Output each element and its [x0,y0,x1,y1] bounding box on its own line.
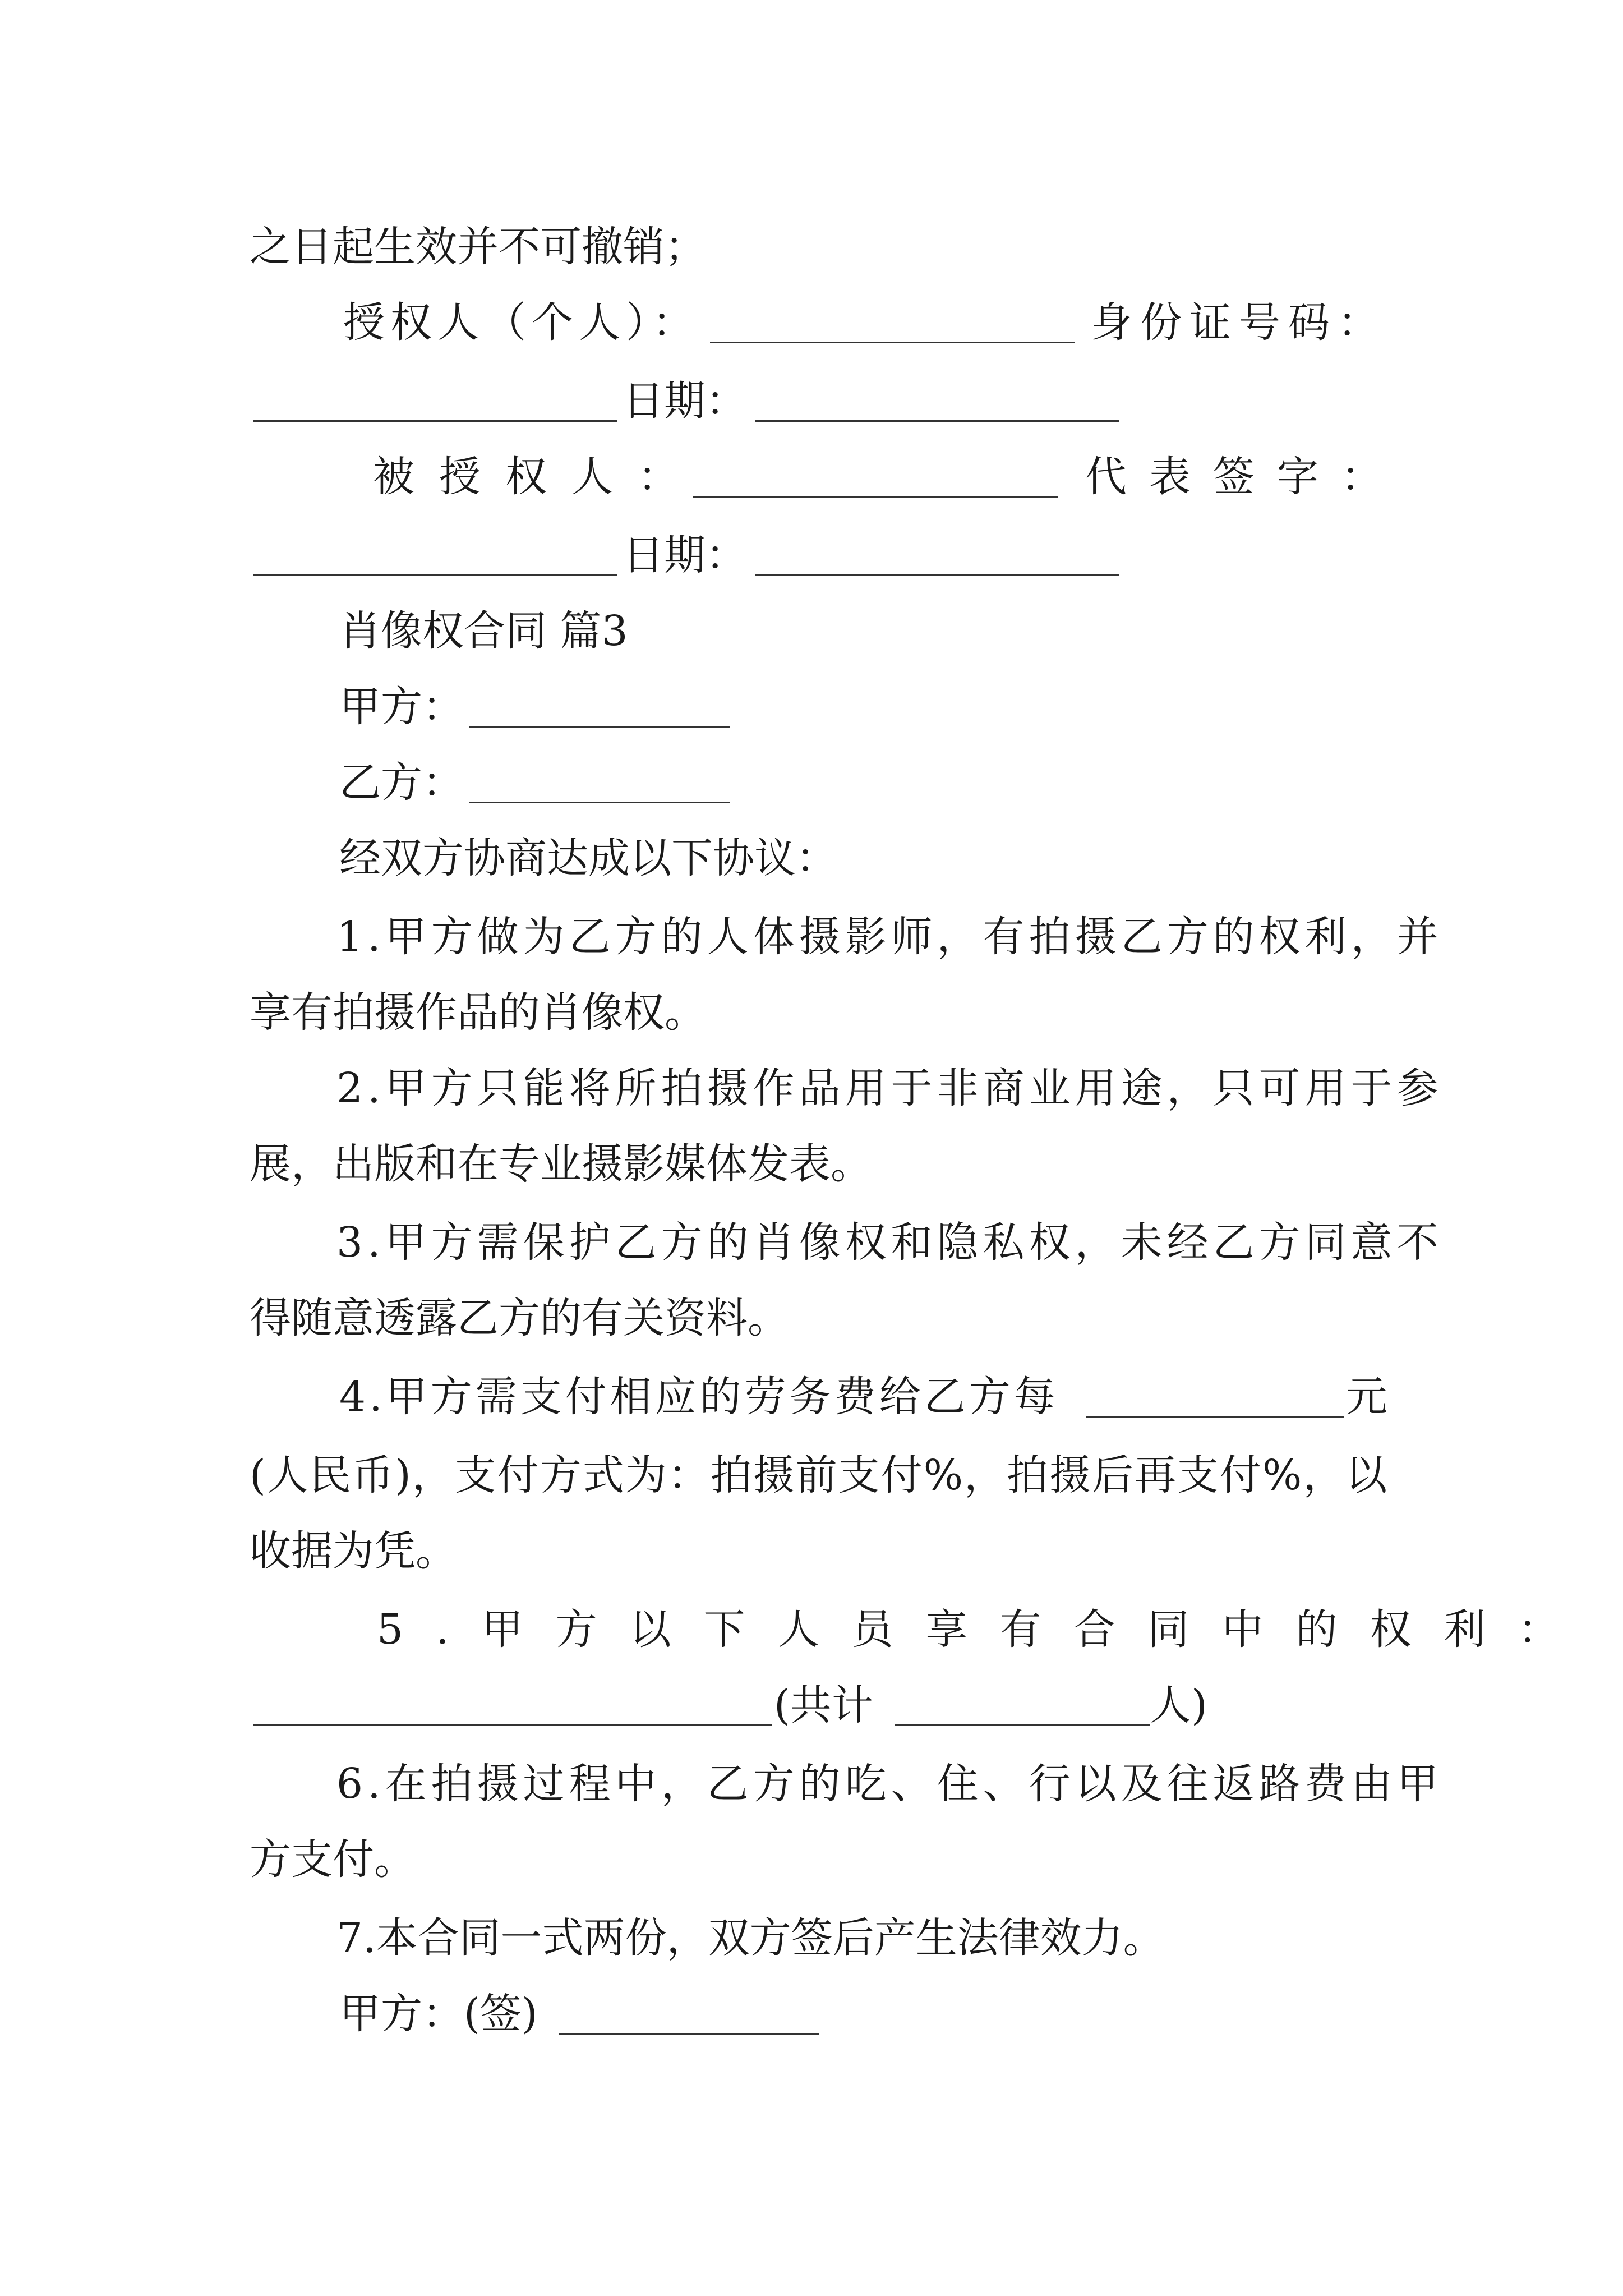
clause-text: 4.甲方需支付相应的劳务费给乙方每 [339,1373,1059,1421]
clause-text: 元 [1346,1373,1387,1421]
clause-text: (人民币)，支付方式为：拍摄前支付%，拍摄后再支付%，以 [250,1451,1389,1499]
blank-persons[interactable] [253,1683,772,1726]
authorized-line [0,438,1623,516]
clause-6-line [0,1745,1623,1823]
text-line [0,819,1623,898]
blank-id-number[interactable] [253,379,617,422]
clause-text: 2.甲方只能将所拍摄作品用于非商业用途，只可用于参 [336,1064,1443,1112]
paragraph-text: 之日起生效并不可撤销； [250,223,706,271]
clause-text: 展，出版和在专业摄影媒体发表。 [250,1140,872,1188]
blank-fee[interactable] [1086,1374,1344,1418]
clause-text: 6.在拍摄过程中，乙方的吃、住、行以及往返路费由甲 [336,1760,1443,1808]
text-line [0,1666,1623,1745]
authorizer-line [0,283,1623,362]
label-rep-signature: 代表签字： [1085,453,1405,501]
clause-text: 收据为凭。 [250,1527,457,1575]
blank-party-a[interactable] [469,684,730,728]
paragraph-text: 经双方协商达成以下协议： [339,834,837,882]
date-line [0,516,1623,595]
blank-date[interactable] [755,533,1119,576]
blank-rep-signature[interactable] [253,533,617,576]
clause-7-line [0,1899,1623,1977]
clause-text: (共计 [774,1681,873,1729]
text-line [0,1512,1623,1590]
text-line [0,1820,1623,1899]
label-id-number: 身份证号码： [1091,298,1387,347]
clause-5-line [0,1590,1623,1669]
clause-text: 7.本合同一式两份，双方签后产生法律效力。 [336,1914,1165,1962]
blank-party-a-signature[interactable] [559,1991,819,2035]
label-authorized: 被授权人： [373,453,704,501]
party-b-line [0,743,1623,822]
signature-line [0,1975,1623,2053]
blank-total[interactable] [895,1683,1150,1726]
section-title: 肖像权合同 篇3 [339,607,628,655]
label-party-b: 乙方： [339,758,464,807]
label-party-a: 甲方： [339,683,464,731]
section-title-line [0,592,1623,670]
label-date: 日期： [623,531,747,579]
text-line [0,973,1623,1052]
text-line [0,1125,1623,1203]
blank-party-b[interactable] [469,760,730,803]
text-line [0,208,1623,286]
date-line [0,362,1623,440]
clause-1-line [0,898,1623,976]
blank-authorized[interactable] [693,454,1058,498]
clause-4-line [0,1358,1623,1436]
blank-date[interactable] [755,379,1119,422]
party-a-line [0,668,1623,746]
text-line [0,1436,1623,1515]
clause-2-line [0,1049,1623,1128]
clause-text: 5.甲方以下人员享有合同中的权利： [377,1605,1592,1654]
clause-text: 享有拍摄作品的肖像权。 [250,988,706,1037]
label-authorizer: 授权人（个人）： [343,298,699,347]
blank-authorizer[interactable] [710,300,1075,343]
clause-3-line [0,1203,1623,1282]
clause-text: 人) [1150,1681,1207,1729]
clause-text: 得随意透露乙方的有关资料。 [250,1294,789,1342]
text-line [0,1279,1623,1358]
label-party-a-signature: 甲方：(签) [339,1990,538,2038]
clause-text: 1.甲方做为乙方的人体摄影师，有拍摄乙方的权利，并 [336,913,1443,961]
clause-text: 3.甲方需保护乙方的肖像权和隐私权，未经乙方同意不 [336,1218,1443,1267]
label-date: 日期： [623,377,747,425]
clause-text: 方支付。 [250,1835,416,1884]
